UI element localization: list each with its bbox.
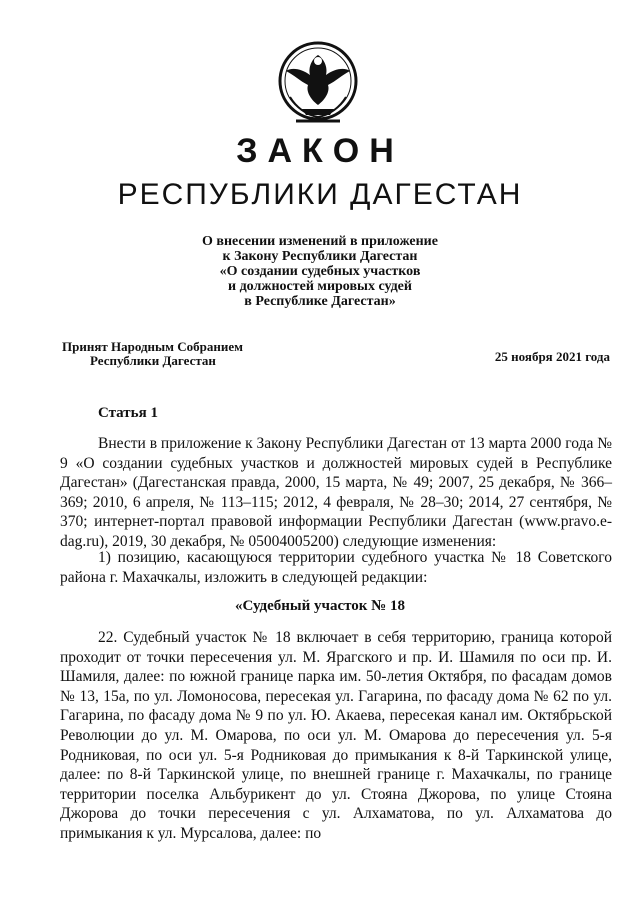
- subject-line: и должностей мировых судей: [228, 279, 412, 294]
- article-heading: Статья 1: [98, 405, 158, 421]
- law-title: ЗАКОН: [236, 132, 404, 170]
- adoption-info: [62, 340, 243, 368]
- section-body: [60, 628, 612, 844]
- section-heading: «Судебный участок № 18: [234, 598, 405, 614]
- article-item: [60, 548, 612, 587]
- adoption-line: Принят Народным Собранием: [62, 339, 244, 354]
- subject-line: О внесении изменений в приложение: [202, 234, 438, 249]
- section-paragraph: 22. Судебный участок № 18 включает в себя территорию, граница которой проходит от точки пересечения ул. М. Ярагского и пр. И. Шамиля по оси пр. И. Шамиля, далее: по южной границе парка им. 50-летия Октября, по фасадам домов № 13, 15а, по ул. Ломоносова, пересекая ул. Гагарина, по фасаду дома № 62 по ул. Гагарина, по фасаду дома № 9 по ул. Ю. Акаева, пересекая канал им. Октябрьской Революции до ул. М. Омарова, по оси ул. М. Омарова до пересечения ул. 5-я Родниковая, по оси ул. 5-я Родниковая до примыкания к 8-й Таркинской улице, далее: по 8-й Таркинской улице, по внешней границе г. Махачкалы, по границе территории поселка Альбурикент до ул. Стояна Джорова, по улице Стояна Джорова до точки пересечения с ул. Алхаматова, по ул. Алхаматова до примыкания к ул. Мурсалова, далее: по: [60, 629, 612, 842]
- adoption-line: Республики Дагестан: [90, 353, 216, 368]
- article-intro: [60, 434, 612, 552]
- law-subject: [120, 234, 520, 309]
- subject-line: к Закону Республики Дагестан: [222, 249, 418, 264]
- dagestan-coat-of-arms-icon: [272, 35, 364, 135]
- law-subtitle: РЕСПУБЛИКИ ДАГЕСТАН: [117, 178, 523, 211]
- subject-line: «О создании судебных участков: [219, 264, 421, 279]
- adoption-date: 25 ноября 2021 года: [494, 349, 610, 364]
- intro-paragraph: Внести в приложение к Закону Республики Дагестан от 13 марта 2000 года № 9 «О создании судебных участков и должностей мировых судей в Республике Дагестан» (Дагестанская правда, 2000, 15 марта, № 49; 2007, 25 декабря, № 366–369; 2010, 6 апреля, № 113–115; 2012, 4 февраля, № 28–30; 2014, 27 сентября, № 370; интернет-портал правовой информации Республики Дагестан (www.pravo.e-dag.ru), 2019, 30 декабря, № 05004005200) следующие изменения:: [60, 435, 612, 550]
- item-paragraph: 1) позицию, касающуюся территории судебного участка № 18 Советского района г. Махачкалы, изложить в следующей редакции:: [60, 549, 612, 586]
- subject-line: в Республике Дагестан»: [244, 294, 396, 309]
